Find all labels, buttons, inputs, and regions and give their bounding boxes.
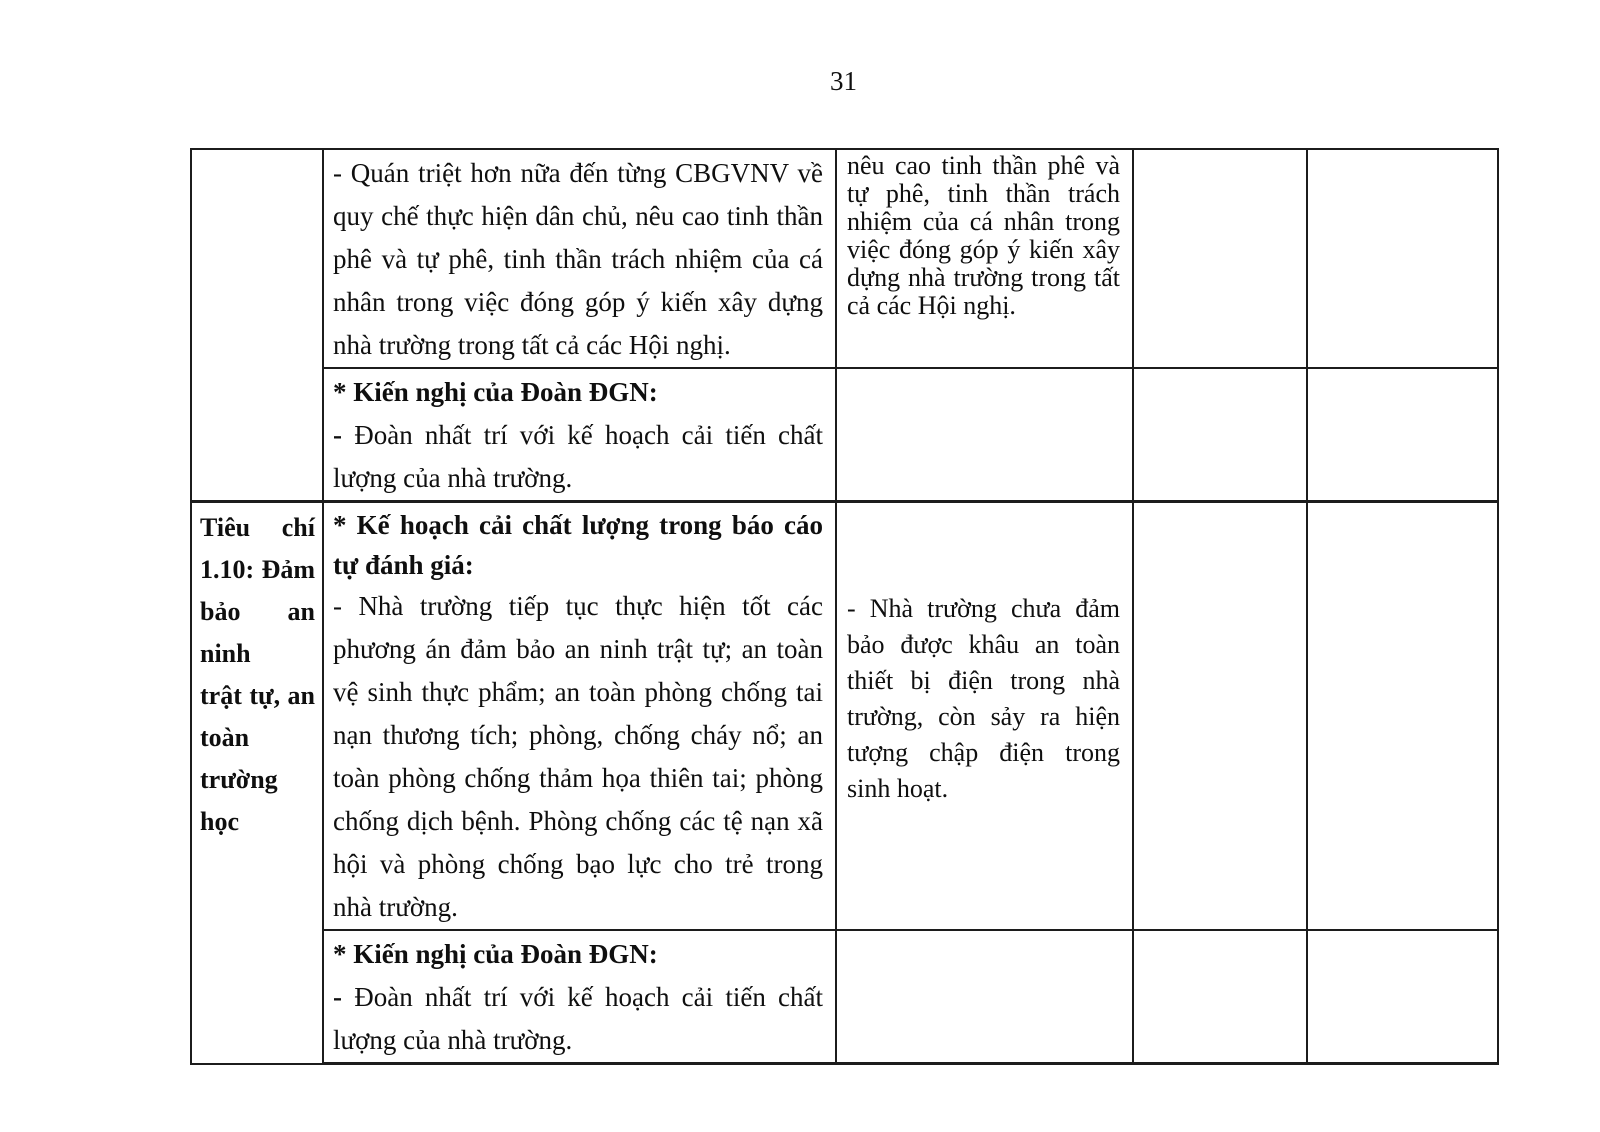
- recommendation-body: Đoàn nhất trí với kế hoạch cải tiến chất lượng của nhà trường.: [333, 982, 823, 1055]
- school-plan-text: - Quán triệt hơn nữa đến từng CBGVNV về quy chế thực hiện dân chủ, nêu cao tinh thần phê và tự phê, tinh thần trách nhiệm của cá nhân trong việc đóng góp ý kiến xây dựng nhà trường trong tất cả các Hội nghị.: [333, 158, 823, 360]
- criterion-cell-1-10: [191, 502, 323, 1064]
- recommendation-body: Đoàn nhất trí với kế hoạch cải tiến chất lượng của nhà trường.: [333, 420, 823, 493]
- table-row-criterion-1-10: [191, 502, 1498, 931]
- empty-cell: [1307, 930, 1498, 1064]
- team-note-text: - Nhà trường chưa đảm bảo được khâu an toàn thiết bị điện trong nhà trường, còn sảy ra hiện tượng chập điện trong sinh hoạt.: [847, 594, 1120, 803]
- criterion-label-line: học: [200, 807, 239, 836]
- criterion-label-line: 1.10: Đảm: [200, 555, 315, 584]
- criterion-label-line: Tiêu chí: [200, 513, 315, 542]
- quality-plan-cell: [323, 502, 836, 931]
- empty-cell: [1133, 368, 1307, 502]
- empty-cell: [1307, 368, 1498, 502]
- dash-prefix: -: [333, 420, 342, 450]
- school-plan-cell: [323, 149, 836, 368]
- team-note-cell: [836, 502, 1133, 931]
- table-row-recommendation: [191, 368, 1498, 502]
- criterion-label: [200, 507, 315, 843]
- recommendation-text: [333, 414, 823, 500]
- recommendation-heading: * Kiến nghị của Đoàn ĐGN:: [333, 939, 658, 969]
- quality-plan-heading: * Kế hoạch cải chất lượng trong báo cáo tự đánh giá:: [333, 510, 823, 580]
- empty-cell: [1307, 149, 1498, 368]
- recommendation-text: [333, 976, 823, 1062]
- empty-cell: [1133, 502, 1307, 931]
- criterion-cell-empty: [191, 149, 323, 502]
- empty-cell: [1307, 502, 1498, 931]
- assessment-table: [190, 148, 1499, 1065]
- team-note-text: nêu cao tinh thần phê và tự phê, tinh thần trách nhiệm của cá nhân trong việc đóng góp ý kiến xây dựng nhà trường trong tất cả các Hội nghị.: [847, 151, 1120, 320]
- recommendation-cell: [323, 368, 836, 502]
- recommendation-cell: [323, 930, 836, 1064]
- criterion-label-line: trật tự, an: [200, 681, 315, 710]
- empty-cell: [836, 930, 1133, 1064]
- team-note-cell: [836, 149, 1133, 368]
- criterion-label-line: toàn trường: [200, 723, 278, 794]
- empty-cell: [1133, 930, 1307, 1064]
- quality-plan-text: - Nhà trường tiếp tục thực hiện tốt các phương án đảm bảo an ninh trật tự; an toàn vệ sinh thực phẩm; an toàn phòng chống tai nạn thương tích; phòng, chống cháy nổ; an toàn phòng chống thảm họa thiên tai; phòng chống dịch bệnh. Phòng chống các tệ nạn xã hội và phòng chống bạo lực cho trẻ trong nhà trường.: [333, 591, 823, 922]
- table-row-recommendation: [191, 930, 1498, 1064]
- criterion-label-line: bảo an ninh: [200, 597, 315, 668]
- recommendation-heading: * Kiến nghị của Đoàn ĐGN:: [333, 377, 658, 407]
- empty-cell: [1133, 149, 1307, 368]
- table-row-plan-continued: [191, 149, 1498, 368]
- empty-cell: [836, 368, 1133, 502]
- dash-prefix: -: [333, 982, 342, 1012]
- page-number: 31: [830, 66, 857, 96]
